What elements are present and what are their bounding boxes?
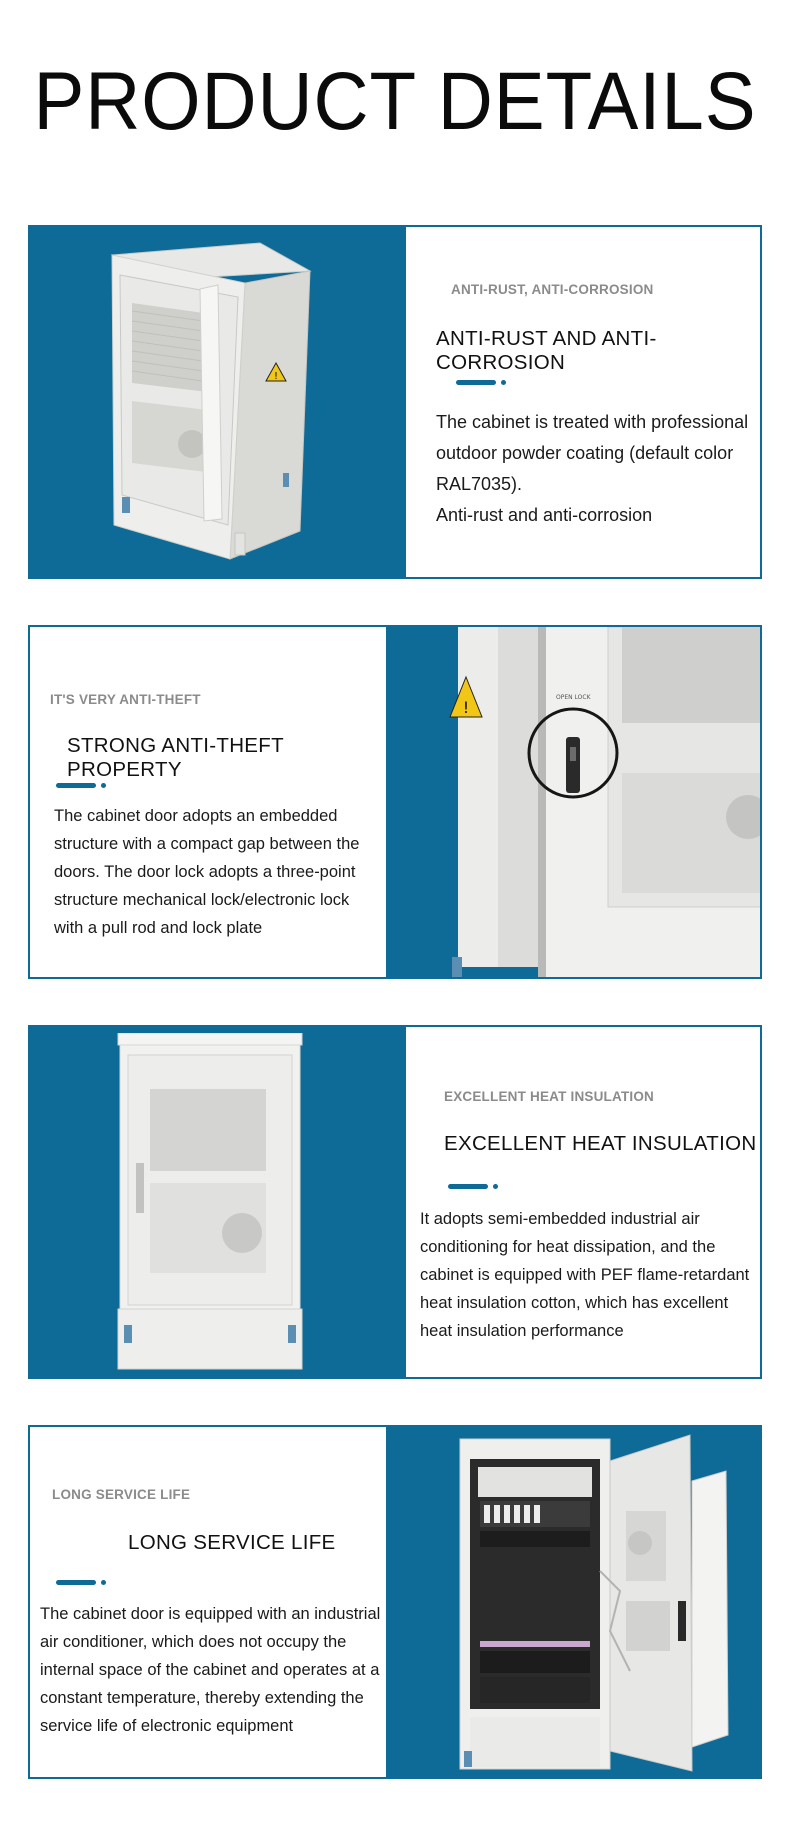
door-lock-closeup-photo <box>428 627 762 979</box>
page-title: PRODUCT DETAILS <box>33 56 757 147</box>
section-body: It adopts semi-embedded industrial air conditioning for heat dissipation, and the cabinet is equipped with PEF flame-retardant heat insulation cotton, which has excellent heat insulation performance <box>420 1210 750 1340</box>
svg-text:!: ! <box>273 371 279 382</box>
open-cabinet-interior-photo <box>440 1431 740 1775</box>
feature-card-anti-theft <box>28 625 762 979</box>
section-body: The cabinet is treated with professional outdoor powder coating (default color RAL7035). Anti-rust and anti-corrosion <box>436 412 749 525</box>
section-body: The cabinet door is equipped with an industrial air conditioner, which does not occupy the internal space of the cabinet and operates at a constant temperature, thereby extending the service life of electronic equipment <box>40 1605 381 1735</box>
feature-card-heat-insulation <box>28 1025 762 1379</box>
section-heading: EXCELLENT HEAT INSULATION <box>444 1132 757 1155</box>
decorative-line-icon <box>456 380 506 386</box>
text-panel <box>406 227 762 577</box>
decorative-line-icon <box>448 1184 498 1190</box>
section-subtitle: IT'S VERY ANTI-THEFT <box>50 692 201 707</box>
text-panel <box>406 1027 762 1377</box>
section-body: The cabinet door adopts an embedded structure with a compact gap between the doors. The door lock adopts a three-point structure mechanical lock/electronic lock with a pull rod and lock plate <box>54 807 360 937</box>
svg-text:!: ! <box>462 698 470 717</box>
feature-card-service-life <box>28 1425 762 1779</box>
section-subtitle: LONG SERVICE LIFE <box>52 1487 191 1502</box>
decorative-line-icon <box>56 783 106 789</box>
decorative-line-icon <box>56 1580 106 1586</box>
section-subtitle: EXCELLENT HEAT INSULATION <box>444 1089 654 1104</box>
section-heading: LONG SERVICE LIFE <box>128 1531 336 1554</box>
cabinet-front-photo <box>110 1033 310 1373</box>
feature-card-anti-rust <box>28 225 762 579</box>
section-heading: STRONG ANTI-THEFT PROPERTY <box>67 734 284 781</box>
outdoor-cabinet-photo <box>100 233 340 573</box>
section-heading: ANTI-RUST AND ANTI-CORROSION <box>436 327 657 374</box>
text-panel <box>30 1427 386 1777</box>
text-panel <box>30 627 386 977</box>
section-subtitle: ANTI-RUST, ANTI-CORROSION <box>451 282 654 297</box>
svg-text:OPEN LOCK: OPEN LOCK <box>556 694 591 701</box>
